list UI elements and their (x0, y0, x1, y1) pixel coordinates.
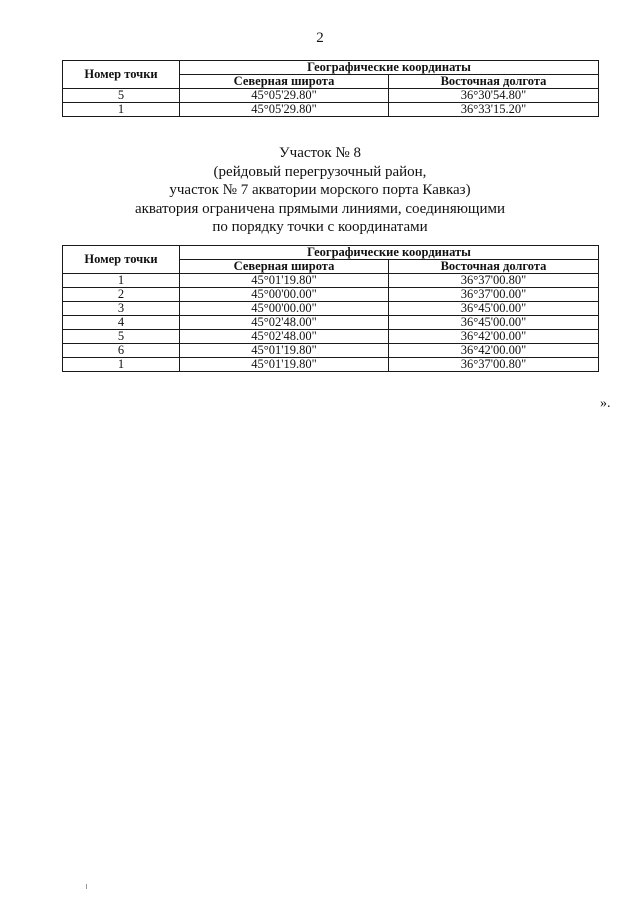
section-line: по порядку точки с координатами (212, 219, 428, 235)
point-number-cell: 3 (63, 302, 180, 316)
point-number-cell: 5 (63, 89, 180, 103)
longitude-cell: 36°37'00.80" (389, 274, 599, 288)
longitude-cell: 36°37'00.80" (389, 358, 599, 372)
coordinates-table-1 (62, 60, 599, 117)
longitude-cell: 36°42'00.00" (389, 344, 599, 358)
scan-artifact-mark (86, 884, 87, 889)
section-line: участок № 7 акватории морского порта Кавказ) (169, 182, 471, 198)
table-row (63, 89, 599, 103)
header-geo-coords: Географические координаты (180, 61, 599, 75)
latitude-cell: 45°00'00.00" (180, 288, 389, 302)
latitude-cell: 45°02'48.00" (180, 316, 389, 330)
header-north-latitude: Северная широта (180, 75, 389, 89)
closing-quote-mark: ». (600, 396, 611, 411)
longitude-cell: 36°37'00.00" (389, 288, 599, 302)
table-row (63, 274, 599, 288)
point-number-cell: 2 (63, 288, 180, 302)
longitude-cell: 36°42'00.00" (389, 330, 599, 344)
table-row (63, 302, 599, 316)
latitude-cell: 45°02'48.00" (180, 330, 389, 344)
header-geo-coords: Географические координаты (180, 246, 599, 260)
latitude-cell: 45°05'29.80" (180, 89, 389, 103)
point-number-cell: 1 (63, 103, 180, 117)
point-number-cell: 4 (63, 316, 180, 330)
latitude-cell: 45°01'19.80" (180, 274, 389, 288)
table-row (63, 103, 599, 117)
section-heading (0, 144, 640, 237)
table-row (63, 358, 599, 372)
table-row (63, 330, 599, 344)
table-row (63, 344, 599, 358)
header-east-longitude: Восточная долгота (389, 260, 599, 274)
header-point-number: Номер точки (63, 61, 180, 89)
point-number-cell: 6 (63, 344, 180, 358)
point-number-cell: 1 (63, 358, 180, 372)
section-line: (рейдовый перегрузочный район, (213, 163, 427, 180)
point-number-cell: 1 (63, 274, 180, 288)
page-number: 2 (316, 30, 324, 46)
table-row (63, 288, 599, 302)
table-row (63, 316, 599, 330)
section-line: акватория ограничена прямыми линиями, соединяющими (134, 200, 506, 217)
latitude-cell: 45°01'19.80" (180, 358, 389, 372)
longitude-cell: 36°45'00.00" (389, 316, 599, 330)
latitude-cell: 45°01'19.80" (180, 344, 389, 358)
point-number-cell: 5 (63, 330, 180, 344)
longitude-cell: 36°30'54.80" (389, 89, 599, 103)
latitude-cell: 45°00'00.00" (180, 302, 389, 316)
latitude-cell: 45°05'29.80" (180, 103, 389, 117)
longitude-cell: 36°33'15.20" (389, 103, 599, 117)
longitude-cell: 36°45'00.00" (389, 302, 599, 316)
header-point-number: Номер точки (63, 246, 180, 274)
section-title: Участок № 8 (279, 145, 361, 161)
header-north-latitude: Северная широта (180, 260, 389, 274)
header-east-longitude: Восточная долгота (389, 75, 599, 89)
coordinates-table-2 (62, 245, 599, 372)
